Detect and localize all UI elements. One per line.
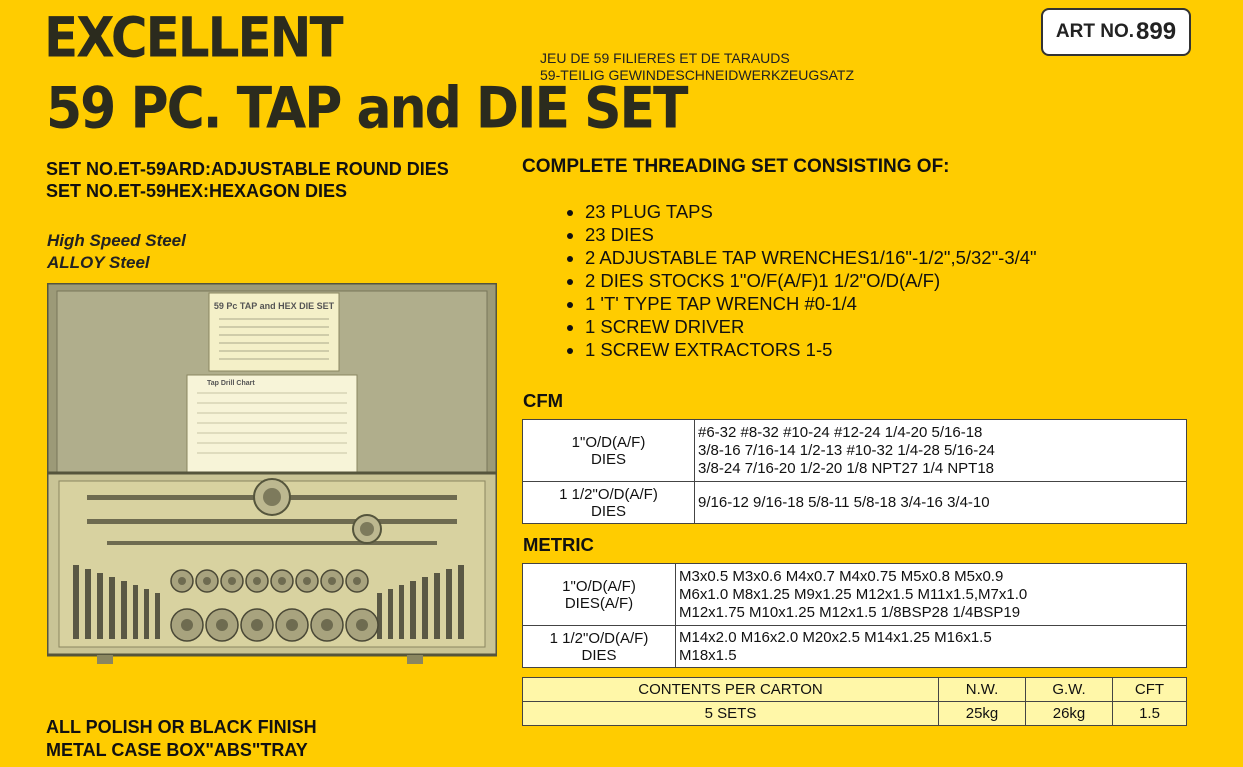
metric-row2-label: 1 1/2"O/D(A/F) DIES [523,626,676,668]
materials [47,230,186,274]
finish-line-2: METAL CASE BOX"ABS"TRAY [46,740,308,760]
metric-table [522,563,1187,668]
carton-header-cft: CFT [1113,678,1187,702]
carton-value-gw: 26kg [1026,702,1113,726]
list-item: • 2 ADJUSTABLE TAP WRENCHES1/16"-1/2",5/32"-3/4" [585,246,1037,269]
carton-header-contents: CONTENTS PER CARTON [523,678,939,702]
set-number-hex: SET NO.ET-59HEX:HEXAGON DIES [46,181,348,201]
finish-line-1: ALL POLISH OR BLACK FINISH [46,717,317,737]
product-title: 59 PC. TAP and DIE SET [46,76,687,142]
cfm-table [522,419,1187,524]
cfm-row2-sizes: 9/16-12 9/16-18 5/8-11 5/8-18 3/4-16 3/4-10 [695,482,1187,524]
set-number-round: SET NO.ET-59ARD:ADJUSTABLE ROUND DIES [46,159,449,179]
carton-value-nw: 25kg [939,702,1026,726]
metric-row2-sizes: M14x2.0 M16x2.0 M20x2.5 M14x1.25 M16x1.5 M18x1.5 [676,626,1187,668]
subtitle-german: 59-TEILIG GEWINDESCHNEIDWERKZEUGSATZ [540,67,854,83]
table-row [523,564,1187,626]
table-row [523,626,1187,668]
article-label: ART NO. [1055,21,1135,42]
brand-title: EXCELLENT [44,6,342,70]
list-item: • 1 'T' TYPE TAP WRENCH #0-1/4 [585,292,1037,315]
metric-row1-label: 1"O/D(A/F) DIES(A/F) [523,564,676,626]
cfm-row1-label: 1"O/D(A/F) DIES [523,420,695,482]
table-row [523,482,1187,524]
list-item: • 23 DIES [585,223,1037,246]
carton-value-contents: 5 SETS [523,702,939,726]
carton-table [522,677,1187,726]
table-row [523,702,1187,726]
subtitle-french: JEU DE 59 FILIERES ET DE TARAUDS [540,50,790,66]
subtitles [540,50,854,84]
cfm-row2-label: 1 1/2"O/D(A/F) DIES [523,482,695,524]
list-item: • 1 SCREW EXTRACTORS 1-5 [585,338,1037,361]
cfm-heading: CFM [523,390,564,411]
carton-header-nw: N.W. [939,678,1026,702]
metric-row1-sizes: M3x0.5 M3x0.6 M4x0.7 M4x0.75 M5x0.8 M5x0.9 M6x1.0 M8x1.25 M9x1.25 M12x1.5 M11x1.5,M7x1.0 M12x1.75 M10x1.25 M12x1.5 1/8BSP28 1/4BSP19 [676,564,1187,626]
list-item: • 1 SCREW DRIVER [585,315,1037,338]
photo-label: 59 Pc TAP and HEX DIE SET [213,301,335,311]
list-item: • 23 PLUG TAPS [585,200,1037,223]
article-number: 899 [1136,18,1177,45]
carton-header-gw: G.W. [1026,678,1113,702]
contents-heading: COMPLETE THREADING SET CONSISTING OF: [522,156,950,177]
material-hss: High Speed Steel [47,231,186,250]
material-alloy: ALLOY Steel [47,253,150,272]
table-row [523,420,1187,482]
finish-description [46,716,317,762]
table-row [523,678,1187,702]
set-numbers [46,158,486,202]
contents-list [563,200,1037,361]
metric-heading: METRIC [523,534,594,555]
chart-label: Tap Drill Chart [207,380,255,387]
tap-die-set-photo [47,283,497,668]
cfm-row1-sizes: #6-32 #8-32 #10-24 #12-24 1/4-20 5/16-18 3/8-16 7/16-14 1/2-13 #10-32 1/4-28 5/16-24 3/8-24 7/16-20 1/2-20 1/8 NPT27 1/4 NPT18 [695,420,1187,482]
list-item: • 2 DIES STOCKS 1"O/F(A/F)1 1/2"O/D(A/F) [585,269,1037,292]
article-number-badge [1041,8,1191,56]
carton-value-cft: 1.5 [1113,702,1187,726]
